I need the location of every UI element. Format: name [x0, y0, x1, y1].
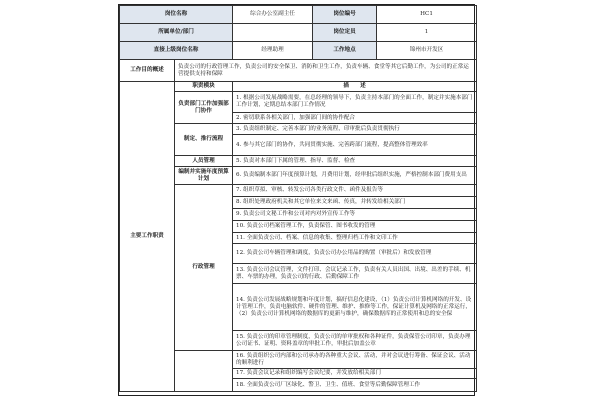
duty-module-name: 编制并实施年度预算计划: [175, 167, 233, 185]
duty-item-text: 负责公司文秘工作和公司对内对外宣传工作等: [243, 211, 356, 217]
duty-module-name: 制定、推行流程: [175, 124, 233, 156]
duty-item: [233, 113, 477, 124]
duty-module-name: [175, 351, 233, 392]
duty-item: [233, 135, 477, 156]
duty-item: [233, 369, 477, 379]
duty-item-number: 17.: [236, 370, 245, 376]
duty-item: [233, 351, 477, 369]
duty-module-name: 行政管理: [175, 185, 233, 351]
duty-description-header: 描 述: [233, 82, 477, 92]
duty-item-text: 负责对本部门下属的管理、指导、监督、检查: [243, 157, 356, 164]
duty-item-number: 6.: [236, 172, 242, 178]
duty-item-text: 全面负责公司、档案、信息的收集、整理归档工作和文印工作: [246, 234, 398, 241]
duty-item-text: 负责公司的印章管理制度，负责公司的单审批权和各种证件，负责保管公司印章，负责办理公司证书、证明、资料盖章的审批工作，审批后加盖公章: [236, 333, 471, 347]
headcount-label: 岗位定员: [313, 24, 377, 42]
duty-module-name: 负责部门工作加强部门协作: [175, 92, 233, 124]
job-description-sheet: [118, 4, 475, 396]
position-name-value: 综合办公室副主任: [233, 6, 313, 24]
duty-item-text: 根据公司发展战略需要，在总经理的领导下，负责主持本部门的全面工作，制定并实施本部门工作计划，定期总结本部门工作情况: [236, 95, 473, 108]
duty-item-number: 3.: [236, 125, 242, 132]
position-code-value: HC1: [377, 6, 477, 24]
duty-item: [233, 379, 477, 392]
duty-item-text: 负责组织制定、完善本部门的业务流程，印审批后负责贯彻执行: [243, 125, 400, 132]
work-location-value: 锦州市开发区: [377, 42, 477, 60]
position-name-label: 岗位名称: [120, 6, 233, 24]
department-label: 所属单位/部门: [120, 24, 233, 42]
duty-item: [233, 244, 477, 264]
header-row-2: [120, 24, 477, 42]
supervisor-label: 直接上级岗位名称: [120, 42, 233, 60]
duty-item: [233, 92, 477, 113]
supervisor-value: 经理助理: [233, 42, 313, 60]
duty-item-text: 密切联系各相关部门，加强部门间的协作配合: [243, 114, 356, 121]
duty-item-text: 负责公司发展战略规划和年度计划，搞好信息化建设，（1）负责公司计算机网络的开发、设计管理工作，负责电脑软件、硬件的管理、维护、推修等工作，保证计算机及网络的正常运行，（2）负责公司计算机网络的数据库的更新与维护，确保数据库的正常使用和总的安全保: [236, 296, 472, 317]
duty-item-number: 13.: [236, 266, 245, 273]
duty-item-number: 5.: [236, 157, 242, 164]
duty-item-text: 负责编制本部门年度预算计划，月费用计划，经审批后组织实施，严格控制本部门费用支出: [243, 172, 467, 178]
duty-item-number: 16.: [236, 352, 245, 359]
duty-item: [233, 209, 477, 221]
duty-item-text: 负责组织公司内部和公司承办的各种重大会议、活动，并对会议进行筹备、保证会议、活动的顺利进行: [236, 352, 471, 366]
duty-item-text: 全面负责公司厂区绿化、警卫、卫生、值班、食堂等后勤保障管理工作: [246, 381, 421, 388]
duty-item-number: 18.: [236, 381, 245, 388]
duty-item-number: 10.: [236, 223, 245, 229]
duty-item-number: 14.: [236, 296, 245, 303]
duty-item-number: 4.: [236, 141, 242, 148]
duty-item-text: 组织处理政府机关和其它单位来文来函、传真，并转发给相关部门: [243, 199, 406, 205]
duty-item-number: 1.: [236, 95, 242, 101]
duty-item: [233, 284, 477, 331]
work-location-label: 工作地点: [313, 42, 377, 60]
duty-item-number: 8.: [236, 199, 242, 205]
duty-item: [233, 185, 477, 197]
duty-item: [233, 233, 477, 244]
duty-item: [233, 331, 477, 351]
duty-item: [233, 156, 477, 167]
duty-item-number: 9.: [236, 211, 242, 217]
duty-item: [233, 221, 477, 233]
duty-item: [233, 197, 477, 209]
duty-item: [233, 264, 477, 284]
duties-label: 主要工作职责: [120, 82, 175, 392]
position-code-label: 岗位编号: [313, 6, 377, 24]
duty-item-number: 11.: [236, 234, 245, 241]
duty-item-text: 组织草拟、审核、转发公司各类行政文件、函件及报告等: [243, 187, 383, 193]
duty-item-text: 负责公司档案管理工作，负责保管、图书收发的管理: [246, 223, 376, 229]
duty-item-number: 2.: [236, 114, 242, 121]
summary-row: [120, 60, 477, 82]
duties-header-row: [120, 82, 477, 92]
duty-item-number: 7.: [236, 187, 242, 193]
duty-item-text: 参与其它部门的协作，共同贯彻实施、完善跨部门流程，提高整体管理效率: [243, 141, 428, 148]
duty-item: [233, 167, 477, 185]
duty-item-number: 15.: [236, 333, 245, 340]
duty-item-text: 负责公司会议管理，文件打印、会议记录工作，负责有关人员出国、出境、出差的手续、机票、车票的办理，负责公司的行政、后勤保障工作: [236, 266, 471, 280]
duty-module-header: 职责模块: [175, 82, 233, 92]
department-value: [233, 24, 313, 42]
duty-item-number: 12.: [236, 250, 245, 256]
duty-item-text: 负责会议记录和组织编写会议纪要，并发放给相关部门: [246, 370, 381, 376]
header-row-1: [120, 6, 477, 24]
duty-module-name: 人员管理: [175, 156, 233, 167]
header-row-3: [120, 42, 477, 60]
job-description-table: [119, 5, 477, 392]
duty-item-text: 负责公司车辆管理和调度，负责公司办公用品的购置（审批后）和发放管理: [246, 250, 432, 256]
duty-item: [233, 124, 477, 135]
headcount-value: 1: [377, 24, 477, 42]
summary-label: 工作目的概述: [120, 60, 175, 82]
summary-text: 负责公司的行政管理工作，负责公司的安全保卫、消防和卫生工作，负责车辆、食堂等其它后勤工作，为公司的正常运营提供支持和保障: [175, 60, 477, 82]
